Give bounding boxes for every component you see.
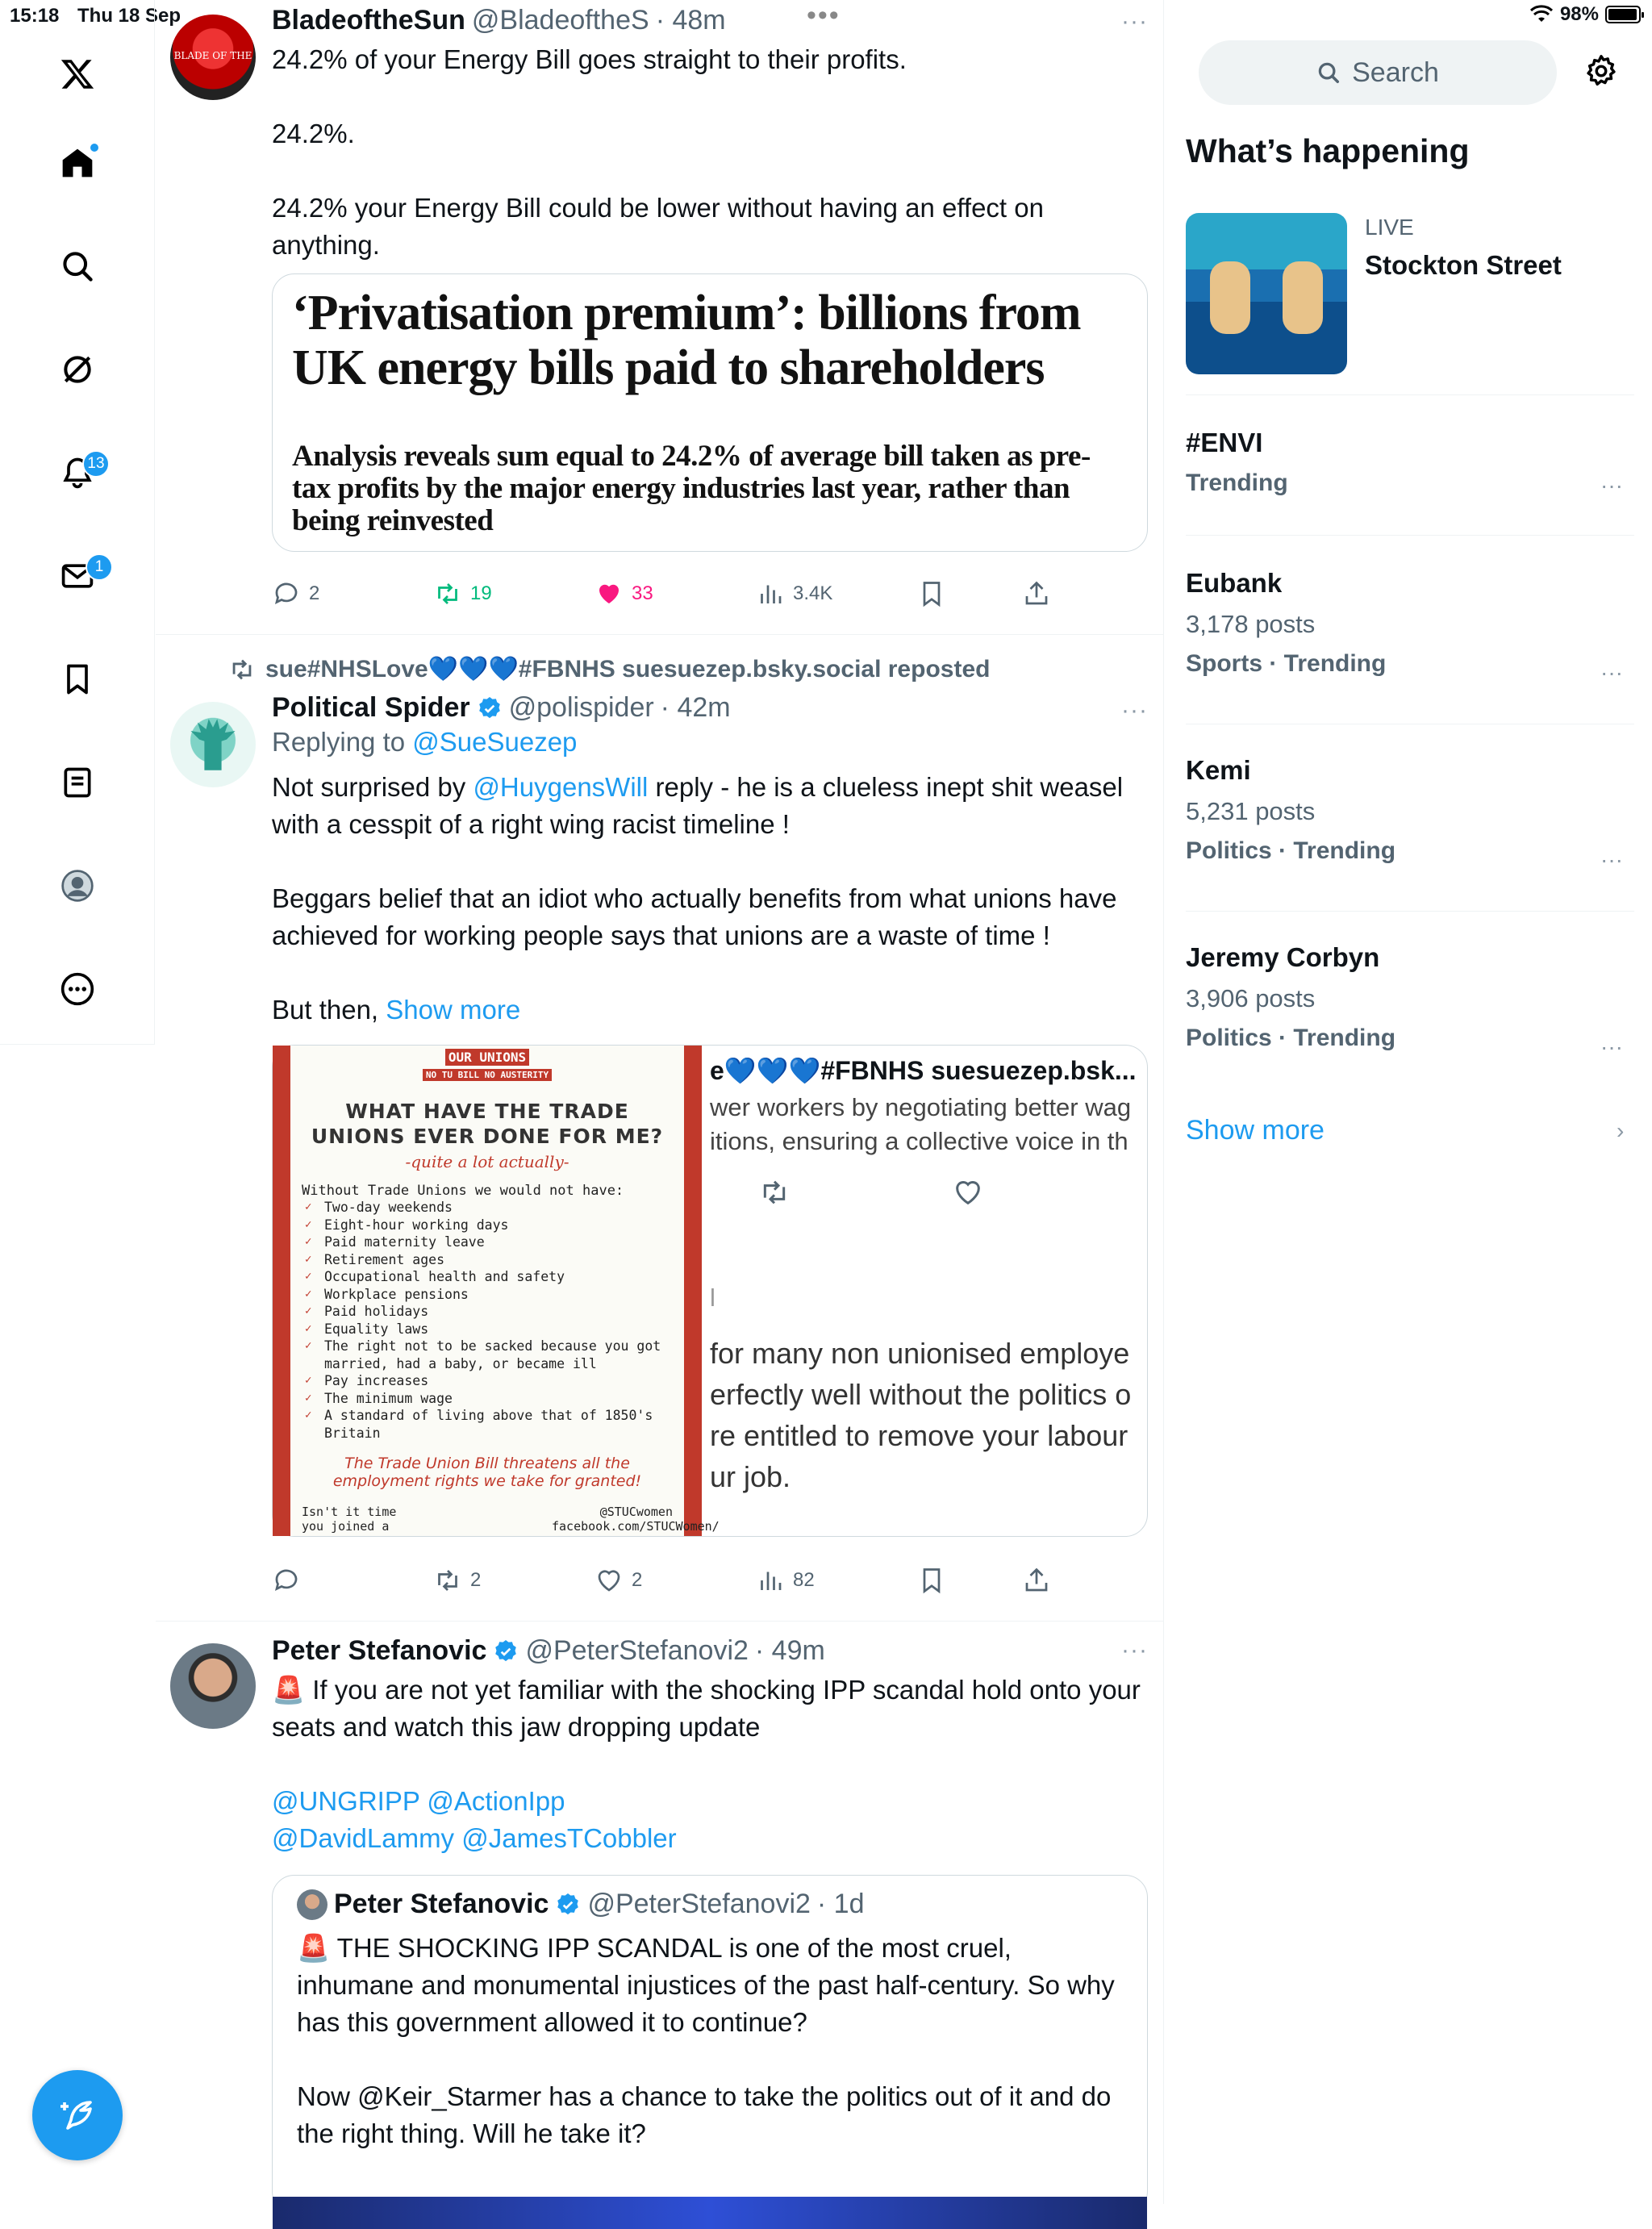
trend-more-button[interactable]: ··· [1600, 847, 1623, 872]
home-unread-dot [89, 142, 100, 153]
poster-list-item: ✓ Equality laws [302, 1321, 673, 1338]
reply-button[interactable] [272, 1566, 309, 1595]
timeline-feed [156, 0, 1164, 2204]
profile-icon [60, 868, 95, 904]
nav-lists[interactable] [48, 753, 106, 812]
repost-icon [228, 656, 256, 683]
quote-author-name: Peter Stefanovic [334, 1889, 549, 1919]
screenshot-text: for many non unionised employe [710, 1337, 1130, 1370]
tweet-text: 24.2% of your Energy Bill goes straight to their profits. 24.2%. 24.2% your Energy Bill could be lower without having an effect on anything. [272, 44, 1044, 260]
live-label: LIVE [1365, 215, 1414, 240]
poster-list-item: ✓ The right not to be sacked because you got married, had a baby, or became ill [302, 1338, 673, 1372]
views-count: 3.4K [793, 582, 833, 604]
poster-script: -quite a lot actually- [405, 1152, 569, 1171]
nav-notifications[interactable] [48, 444, 106, 502]
tweet-bladeofthesun[interactable] [156, 0, 1164, 635]
live-event-name[interactable]: Stockton Street [1365, 250, 1562, 280]
trend-category: Sports · Trending [1186, 650, 1387, 677]
lists-icon [60, 765, 95, 800]
left-nav [0, 0, 155, 1045]
nav-home[interactable] [48, 134, 106, 192]
quote-author-handle: @PeterStefanovi2 [587, 1889, 811, 1919]
screenshot-text: erfectly well without the politics o [710, 1378, 1132, 1411]
tweet-political-spider[interactable] [156, 636, 1164, 1622]
repost-count: 19 [470, 582, 492, 604]
link-card[interactable] [272, 273, 1148, 552]
more-circle-icon [60, 971, 95, 1007]
tweet-peter-stefanovic[interactable] [156, 1622, 1164, 2204]
media-image-screenshot[interactable] [702, 1046, 1147, 1536]
like-count: 2 [632, 1569, 643, 1591]
notifications-badge: 13 [82, 450, 110, 478]
trend-name: #ENVI [1186, 428, 1263, 457]
media-image-poster[interactable] [273, 1046, 720, 1536]
heart-filled-icon [594, 579, 624, 608]
replying-to: Replying to @SueSuezep [272, 727, 578, 757]
poster-list-item: ✓ The minimum wage [302, 1390, 673, 1408]
reply-count: 2 [309, 582, 320, 604]
trend-more-button[interactable]: ··· [1600, 660, 1623, 685]
poster-footer: Isn't it time you joined a @STUCwomen facebook.com/STUCWomen/ [302, 1505, 720, 1534]
trend-item[interactable] [1186, 942, 1634, 1079]
screenshot-text: re entitled to remove your labour [710, 1419, 1128, 1452]
replying-to-handle[interactable]: @SueSuezep [412, 727, 578, 757]
poster-list-item: ✓ Paid maternity leave [302, 1233, 673, 1251]
chevron-right-icon: › [1617, 1118, 1625, 1143]
poster-list-item: ✓ A standard of living above that of 1850's Britain [302, 1407, 673, 1442]
repost-button[interactable] [433, 579, 492, 608]
nav-grok[interactable] [48, 340, 106, 399]
nav-messages[interactable] [48, 547, 106, 605]
card-subhead: Analysis reveals sum equal to 24.2% of average bill taken as pre-tax profits by the major energy industries last year, rather than being reinvested [292, 440, 1091, 537]
more-button[interactable]: ··· [1121, 697, 1148, 724]
trend-name: Kemi [1186, 755, 1251, 785]
tweet-time[interactable]: · 49m [754, 1635, 825, 1666]
tweet-actions [272, 1560, 1078, 1601]
verified-badge-icon [555, 1892, 581, 1918]
poster-logo: OUR UNIONS NO TU BILL NO AUSTERITY [302, 1049, 673, 1081]
right-sidebar [1165, 0, 1652, 2204]
tweet-text: 🚨 If you are not yet familiar with the shocking IPP scandal hold onto your seats and watch this jaw dropping update [272, 1675, 1149, 1742]
poster-list-item: ✓ Eight-hour working days [302, 1217, 673, 1234]
quote-avatar [297, 1889, 327, 1920]
nav-more[interactable] [48, 960, 106, 1018]
screenshot-stray-char: l [710, 1284, 715, 1312]
live-event-image[interactable] [1186, 213, 1347, 374]
nav-bookmarks[interactable] [48, 650, 106, 708]
media-grid[interactable] [272, 1045, 1148, 1537]
nav-x-logo[interactable] [48, 45, 106, 103]
multitasking-dots[interactable]: ••• [807, 0, 841, 31]
repost-icon [433, 579, 462, 608]
trend-item[interactable] [1186, 568, 1634, 724]
screenshot-line: itions, ensuring a collective voice in th [710, 1127, 1128, 1155]
trend-item[interactable] [1186, 755, 1634, 912]
author-handle[interactable]: @polispider [508, 692, 654, 723]
compose-feather-icon [58, 2096, 97, 2135]
poster-list-item: ✓ Two-day weekends [302, 1199, 673, 1217]
compose-button[interactable] [32, 2070, 123, 2160]
views-button[interactable] [756, 579, 832, 608]
like-count: 33 [632, 582, 653, 604]
views-count: 82 [793, 1569, 815, 1591]
status-date: Thu 18 Sep [77, 5, 181, 27]
poster-title: WHAT HAVE THE TRADE UNIONS EVER DONE FOR ME? [311, 1100, 664, 1148]
mention-links[interactable]: @UNGRIPP @ActionIpp [272, 1786, 565, 1816]
tweet-time[interactable]: · 48m [655, 5, 726, 35]
author-name[interactable]: Peter Stefanovic [272, 1635, 487, 1666]
quote-text: 🚨 THE SHOCKING IPP SCANDAL is one of the most cruel, inhumane and monumental injustices of the past half-century. So why has this government allowed it to continue? Now @Keir_Starmer has a chance to take the politics out of it and do the right thing. Will he take it? [297, 1933, 1115, 2148]
nav-profile[interactable] [48, 857, 106, 915]
poster-list-item: ✓ Occupational health and safety [302, 1268, 673, 1286]
screenshot-text: ur job. [710, 1460, 791, 1493]
views-chart-icon [756, 579, 785, 608]
share-icon [1022, 1566, 1051, 1595]
search-input[interactable] [1199, 40, 1557, 105]
nav-explore[interactable] [48, 237, 106, 295]
avatar[interactable] [170, 1643, 256, 1729]
card-headline: ‘Privatisation premium’: billions from UK energy bills paid to shareholders [292, 286, 1081, 395]
whats-happening-title: What’s happening [1186, 132, 1470, 169]
gear-icon[interactable] [1583, 53, 1620, 90]
search-icon [60, 248, 95, 284]
poster-list-item: ✓ Paid holidays [302, 1303, 673, 1321]
screenshot-header: e💙💙💙#FBNHS suesuezep.bsk... [710, 1056, 1137, 1085]
tweet-time[interactable]: · 42m [660, 692, 731, 723]
poster-list-item: ✓ Workplace pensions [302, 1286, 673, 1304]
liberty-spider-logo-icon [170, 702, 256, 787]
repost-count: 2 [470, 1569, 482, 1591]
verified-badge-icon [477, 695, 503, 721]
poster-list-item: ✓ Pay increases [302, 1372, 673, 1390]
bookmark-icon [917, 1566, 946, 1595]
repost-button[interactable] [433, 1566, 481, 1595]
trend-name: Jeremy Corbyn [1186, 942, 1380, 972]
trend-post-count: 3,906 posts [1186, 984, 1316, 1012]
reply-button[interactable] [272, 579, 319, 608]
mention-links[interactable]: @DavidLammy @JamesTCobbler [272, 1823, 677, 1853]
quote-tweet[interactable] [272, 1875, 1148, 2214]
avatar-text: BLADE OF THE [173, 50, 252, 61]
share-button[interactable] [1022, 579, 1051, 608]
grok-icon [60, 352, 95, 387]
quote-media[interactable] [273, 2197, 1147, 2229]
more-button[interactable]: ··· [1121, 1637, 1148, 1663]
share-icon [1022, 579, 1051, 608]
reply-icon [272, 579, 301, 608]
poster-warning: The Trade Union Bill threatens all the employment rights we take for granted! [332, 1455, 642, 1490]
avatar[interactable] [170, 15, 256, 100]
poster-intro: Without Trade Unions we would not have: [302, 1183, 624, 1199]
screenshot-repost-icon [758, 1176, 791, 1208]
bookmark-button[interactable] [917, 1566, 946, 1595]
author-name[interactable]: BladeoftheSun [272, 5, 465, 35]
trend-category: Politics · Trending [1186, 837, 1396, 864]
bookmark-icon [60, 662, 95, 697]
search-placeholder: Search [1352, 56, 1439, 88]
trend-post-count: 3,178 posts [1186, 610, 1316, 638]
like-button[interactable] [594, 1566, 642, 1595]
author-handle[interactable]: @PeterStefanovi2 [525, 1635, 749, 1666]
verified-badge-icon [493, 1638, 519, 1664]
screenshot-line: wer workers by negotiating better wag [710, 1093, 1132, 1121]
trend-category: Trending [1186, 470, 1288, 496]
views-chart-icon [756, 1566, 785, 1595]
bookmark-button[interactable] [917, 579, 946, 608]
more-button[interactable]: ··· [1121, 8, 1148, 35]
like-button[interactable] [594, 579, 653, 608]
trend-category: Politics · Trending [1186, 1025, 1396, 1051]
show-more-link[interactable]: Show more [1186, 1115, 1325, 1146]
x-logo-icon [60, 56, 95, 92]
show-more-link[interactable]: Show more [386, 995, 521, 1025]
tweet-actions [272, 574, 1078, 614]
trend-post-count: 5,231 posts [1186, 797, 1316, 825]
avatar[interactable] [170, 702, 256, 787]
share-button[interactable] [1022, 1566, 1051, 1595]
messages-badge: 1 [86, 553, 113, 581]
tweet-text: Not surprised by @HuygensWill reply - he is a clueless inept shit weasel with a cesspit of a right wing racist timeline ! Beggars belief that an idiot who actually benefits from what unions have achieved for working people says that unions are a waste of time ! But then, Show more [272, 772, 1124, 1025]
status-time: 15:18 [10, 5, 60, 27]
repost-context-text: sue#NHSLove💙💙💙#FBNHS suesuezep.bsky.social reposted [265, 656, 991, 682]
repost-context[interactable] [228, 655, 990, 683]
battery-percent: 98% [1559, 3, 1599, 25]
views-button[interactable] [756, 1566, 815, 1595]
trend-more-button[interactable]: ··· [1600, 473, 1623, 498]
trend-more-button[interactable]: ··· [1600, 1034, 1623, 1059]
reply-icon [272, 1566, 301, 1595]
author-name[interactable]: Political Spider [272, 692, 470, 723]
bookmark-icon [917, 579, 946, 608]
heart-icon [594, 1566, 624, 1595]
search-icon [1316, 61, 1341, 85]
quote-time: · 1d [816, 1889, 865, 1919]
poster-list [302, 1199, 673, 1442]
screenshot-heart-icon [952, 1176, 984, 1208]
mention-link[interactable]: @HuygensWill [473, 772, 649, 802]
repost-icon [433, 1566, 462, 1595]
author-handle[interactable]: @BladeoftheS [471, 5, 649, 35]
trend-name: Eubank [1186, 568, 1283, 598]
trend-item[interactable] [1186, 428, 1634, 536]
poster-list-item: ✓ Retirement ages [302, 1251, 673, 1269]
